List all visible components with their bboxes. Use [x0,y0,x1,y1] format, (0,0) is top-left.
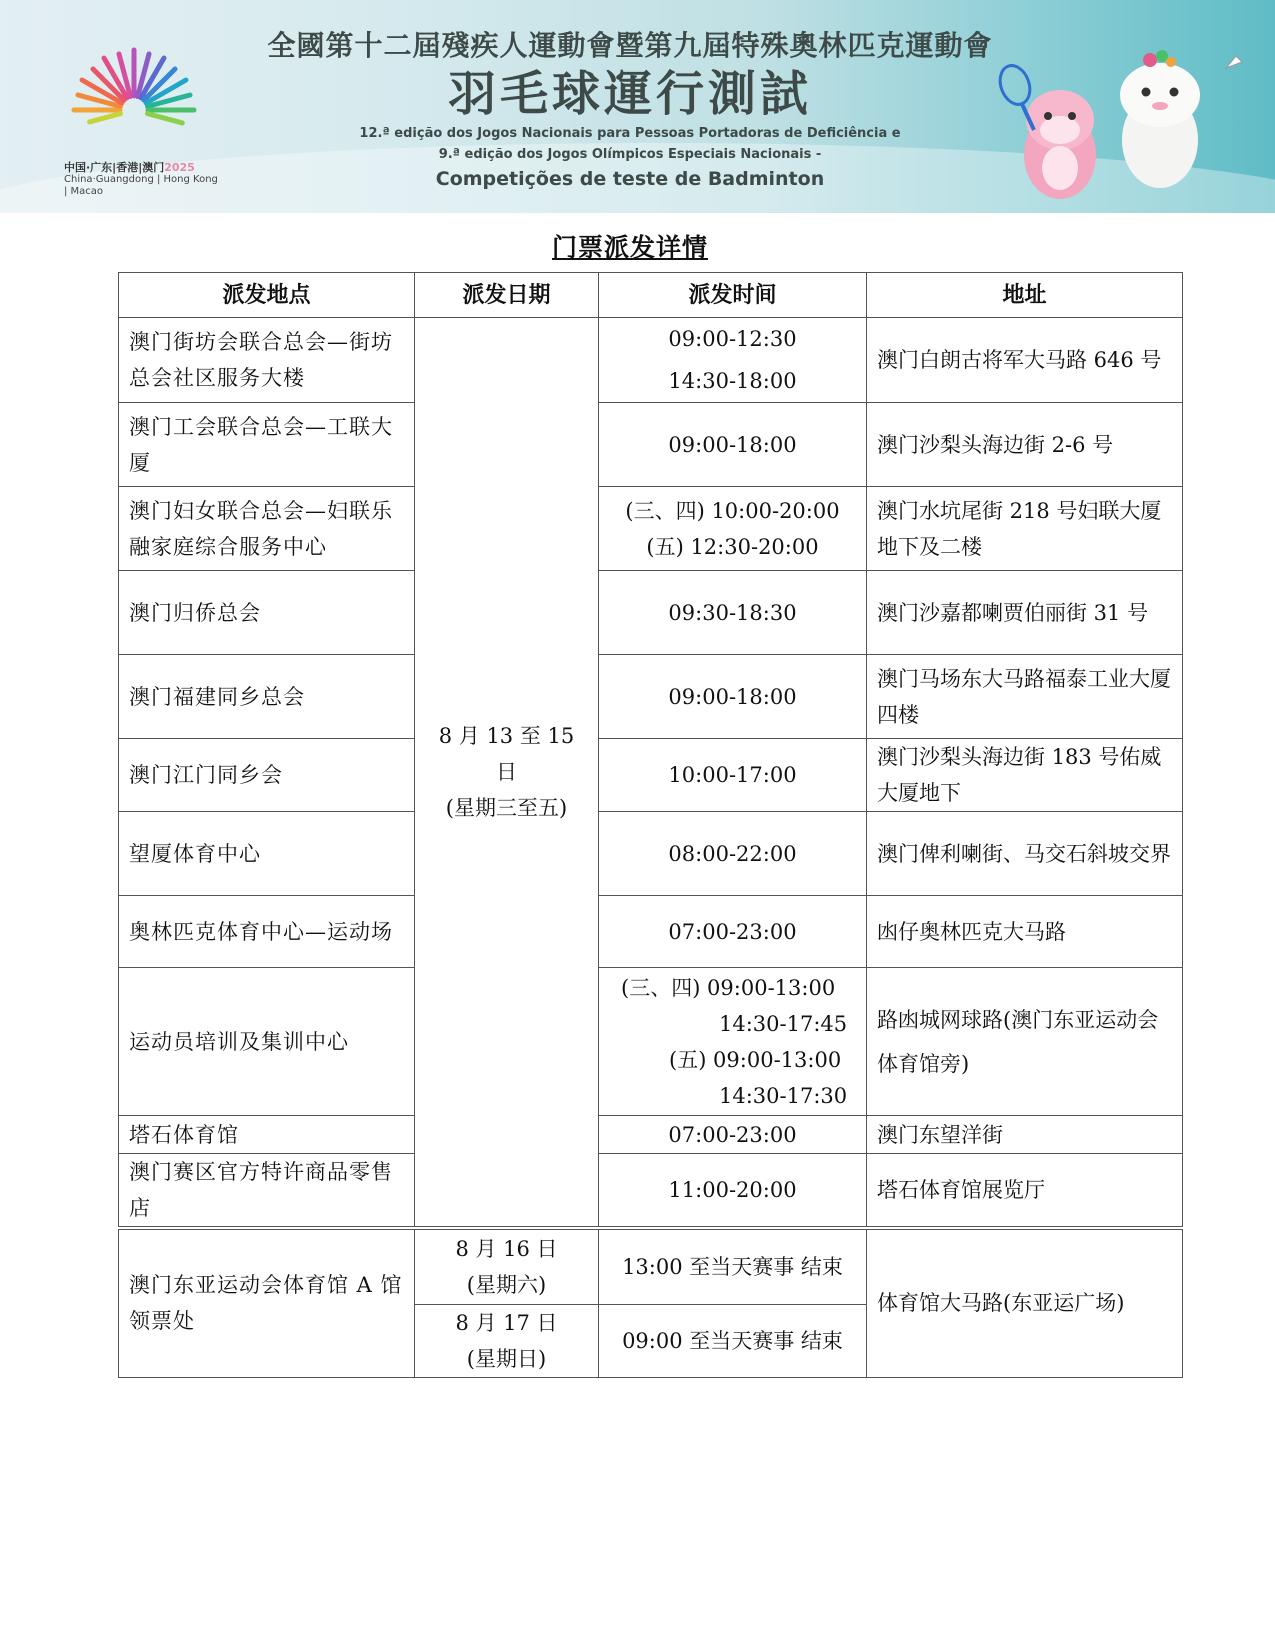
time-line: 08:00-22:00 [668,841,797,866]
cell-time [599,968,867,1116]
cell-address: 塔石体育馆展览厅 [867,1154,1183,1229]
table-row [119,655,1183,739]
table-row [119,571,1183,655]
cell-location: 奥林匹克体育中心—运动场 [119,896,415,968]
banner-title-pt-line2: 9.ª edição dos Jogos Olímpicos Especiais Nacionais - [438,147,822,162]
cell-address: 澳门俾利喇街、马交石斜坡交界 [867,812,1183,896]
header-banner [0,0,1275,213]
header-location: 派发地点 [119,273,415,318]
cell-time [599,739,867,812]
header-date: 派发日期 [415,273,599,318]
table-row [119,487,1183,571]
mascots-illustration-icon [990,30,1250,210]
table-row [119,1228,1183,1304]
table-row [119,318,1183,403]
cell-time [599,896,867,968]
banner-title-pt-line3: Competições de teste de Badminton [435,168,825,190]
time-line: 09:00-18:00 [668,432,797,457]
cell-location: 澳门妇女联合总会—妇联乐融家庭综合服务中心 [119,487,415,571]
cell-time: 09:00 至当天赛事 结束 [599,1304,867,1377]
header-time: 派发时间 [599,273,867,318]
cell-date [415,1304,599,1377]
time-line: 14:30-18:00 [668,369,797,393]
document-title: 门票派发详情 [551,233,708,262]
banner-title-zh-line2: 羽毛球運行測試 [447,66,812,122]
cell-time [599,655,867,739]
games-logo-icon [64,40,204,160]
time-line: (三、四) 10:00-20:00 [625,498,840,523]
cell-time [599,571,867,655]
time-line: 14:30-17:30 [719,1083,848,1108]
cell-address: 澳门沙梨头海边街 183 号佑威大厦地下 [867,739,1183,812]
cell-location: 塔石体育馆 [119,1116,415,1154]
cell-location: 望厦体育中心 [119,812,415,896]
table-row [119,403,1183,487]
time-line: (五) 09:00-13:00 [669,1047,842,1072]
table-row [119,968,1183,1116]
time-line: 14:30-17:45 [719,1011,848,1036]
time-line: (三、四) 09:00-13:00 [621,975,836,1000]
cell-time [599,487,867,571]
cell-shared-date [415,318,599,1229]
cell-date [415,1228,599,1304]
cell-location: 澳门东亚运动会体育馆 A 馆领票处 [119,1228,415,1377]
cell-address: 澳门沙嘉都喇贾伯丽街 31 号 [867,571,1183,655]
date-line: 8 月 13 至 15 日 [438,724,575,784]
time-line: 09:30-18:30 [668,600,797,625]
time-line: 09:00-12:30 [668,327,797,351]
table-row [119,739,1183,812]
cell-location: 运动员培训及集训中心 [119,968,415,1116]
cell-address: 凼仔奥林匹克大马路 [867,896,1183,968]
cell-time [599,812,867,896]
date-line: (星期六) [466,1272,547,1297]
time-line: 11:00-20:00 [668,1178,797,1202]
time-line: (五) 12:30-20:00 [646,534,819,559]
cell-location: 澳门赛区官方特许商品零售店 [119,1154,415,1229]
cell-address: 澳门水坑尾街 218 号妇联大厦地下及二楼 [867,487,1183,571]
header-address: 地址 [867,273,1183,318]
logo-caption-prefix: 中国·广东|香港|澳门 [64,161,165,174]
time-line: 07:00-23:00 [668,919,797,944]
banner-title-block [210,28,1050,192]
table-row [119,1116,1183,1154]
cell-time [599,403,867,487]
time-line: 07:00-23:00 [668,1122,797,1147]
date-line: 8 月 17 日 [455,1310,558,1335]
cell-location: 澳门福建同乡总会 [119,655,415,739]
cell-address: 体育馆大马路(东亚运广场) [867,1228,1183,1377]
time-line: 09:00-18:00 [668,684,797,709]
cell-location: 澳门工会联合总会—工联大厦 [119,403,415,487]
date-line: (星期日) [466,1346,547,1371]
banner-title-zh-line1: 全國第十二屆殘疾人運動會暨第九屆特殊奧林匹克運動會 [267,29,993,62]
cell-time [599,1116,867,1154]
cell-address: 澳门白朗古将军大马路 646 号 [867,318,1183,403]
cell-location: 澳门街坊会联合总会—街坊总会社区服务大楼 [119,318,415,403]
cell-address: 澳门东望洋街 [867,1116,1183,1154]
logo-caption-english: China·Guangdong | Hong Kong | Macao [64,174,218,197]
cell-address: 路凼城网球路(澳门东亚运动会体育馆旁) [867,968,1183,1116]
table-row [119,896,1183,968]
cell-address: 澳门沙梨头海边街 2-6 号 [867,403,1183,487]
cell-time: 13:00 至当天赛事 结束 [599,1228,867,1304]
date-line: 8 月 16 日 [455,1236,558,1261]
date-line: (星期三至五) [445,796,568,820]
logo-caption [64,162,224,198]
cell-location: 澳门江门同乡会 [119,739,415,812]
ticket-distribution-table [118,272,1183,1378]
table-row [119,1154,1183,1229]
cell-location: 澳门归侨总会 [119,571,415,655]
cell-time [599,1154,867,1229]
banner-title-pt-line1: 12.ª edição dos Jogos Nacionais para Pessoas Portadoras de Deficiência e [359,126,901,141]
cell-time [599,318,867,403]
time-line: 10:00-17:00 [668,763,797,787]
logo-caption-year: 2025 [164,161,195,174]
table-row [119,812,1183,896]
cell-address: 澳门马场东大马路福泰工业大厦四楼 [867,655,1183,739]
table-header-row [119,273,1183,318]
